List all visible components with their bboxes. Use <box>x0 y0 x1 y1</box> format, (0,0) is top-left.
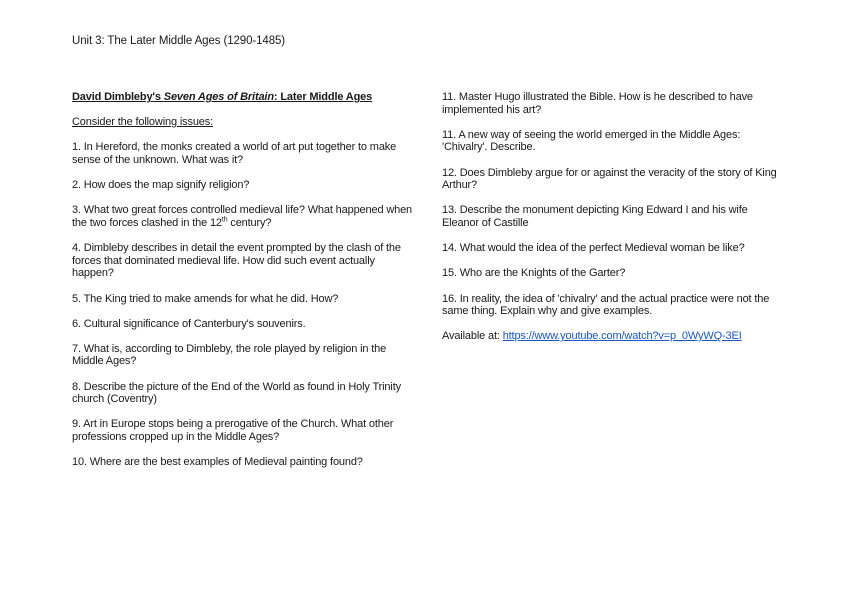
question-7: 7. What is, according to Dimbleby, the role played by religion in the Middle Ages? <box>72 342 387 368</box>
title-series: Seven Ages of Britain <box>163 91 274 103</box>
question-3-superscript: th <box>221 216 228 224</box>
question-9: 9. Art in Europe stops being a prerogative of the Church. What other professions cropped up in the Middle Ages? <box>72 418 394 444</box>
available-label: Available at: <box>442 330 503 343</box>
question-12: 12. Does Dimbleby argue for or against the veracity of the story of King Arthur? <box>442 166 777 192</box>
question-14: 14. What would the idea of the perfect Medieval woman be like? <box>442 242 745 255</box>
page-header: Unit 3: The Later Middle Ages (1290-1485) <box>72 35 286 47</box>
question-10: 10. Where are the best examples of Medieval painting found? <box>72 456 363 469</box>
question-5: 5. The King tried to make amends for what he did. How? <box>72 292 339 305</box>
question-3-text: 3. What two great forces controlled medieval life? What happened when the two forces clashed in the 12 <box>72 204 413 229</box>
question-8: 8. Describe the picture of the End of the World as found in Holy Trinity church (Coventry) <box>72 380 401 406</box>
title-suffix: : Later Middle Ages <box>273 91 373 103</box>
question-3-end: century? <box>227 216 272 229</box>
question-16: 16. In reality, the idea of 'chivalry' and the actual practice were not the same thing. Explain why and give examples. <box>442 292 770 318</box>
video-link[interactable]: https://www.youtube.com/watch?v=p_0WyWQ-3EI <box>502 330 742 343</box>
question-15: 15. Who are the Knights of the Garter? <box>442 267 626 280</box>
question-6: 6. Cultural significance of Canterbury's souvenirs. <box>72 317 306 330</box>
title-prefix: David Dimbleby's <box>72 91 164 103</box>
question-3 <box>72 204 417 229</box>
worksheet-title <box>72 91 417 104</box>
right-column <box>442 91 782 355</box>
question-11b: 11. A new way of seeing the world emerged in the Middle Ages: 'Chivalry'. Describe. <box>442 128 741 154</box>
left-column <box>72 91 417 481</box>
question-11a: 11. Master Hugo illustrated the Bible. How is he described to have implemented his art? <box>442 91 753 116</box>
question-4: 4. Dimbleby describes in detail the event prompted by the clash of the forces that dominated medieval life. How did such event actually happen? <box>72 242 401 280</box>
question-1: 1. In Hereford, the monks created a world of art put together to make sense of the unknown. What was it? <box>72 141 397 166</box>
available-at <box>442 330 782 343</box>
question-13: 13. Describe the monument depicting King Edward I and his wife Eleanor of Castille <box>442 204 748 229</box>
intro-text: Consider the following issues: <box>72 116 214 129</box>
question-2: 2. How does the map signify religion? <box>72 179 250 192</box>
